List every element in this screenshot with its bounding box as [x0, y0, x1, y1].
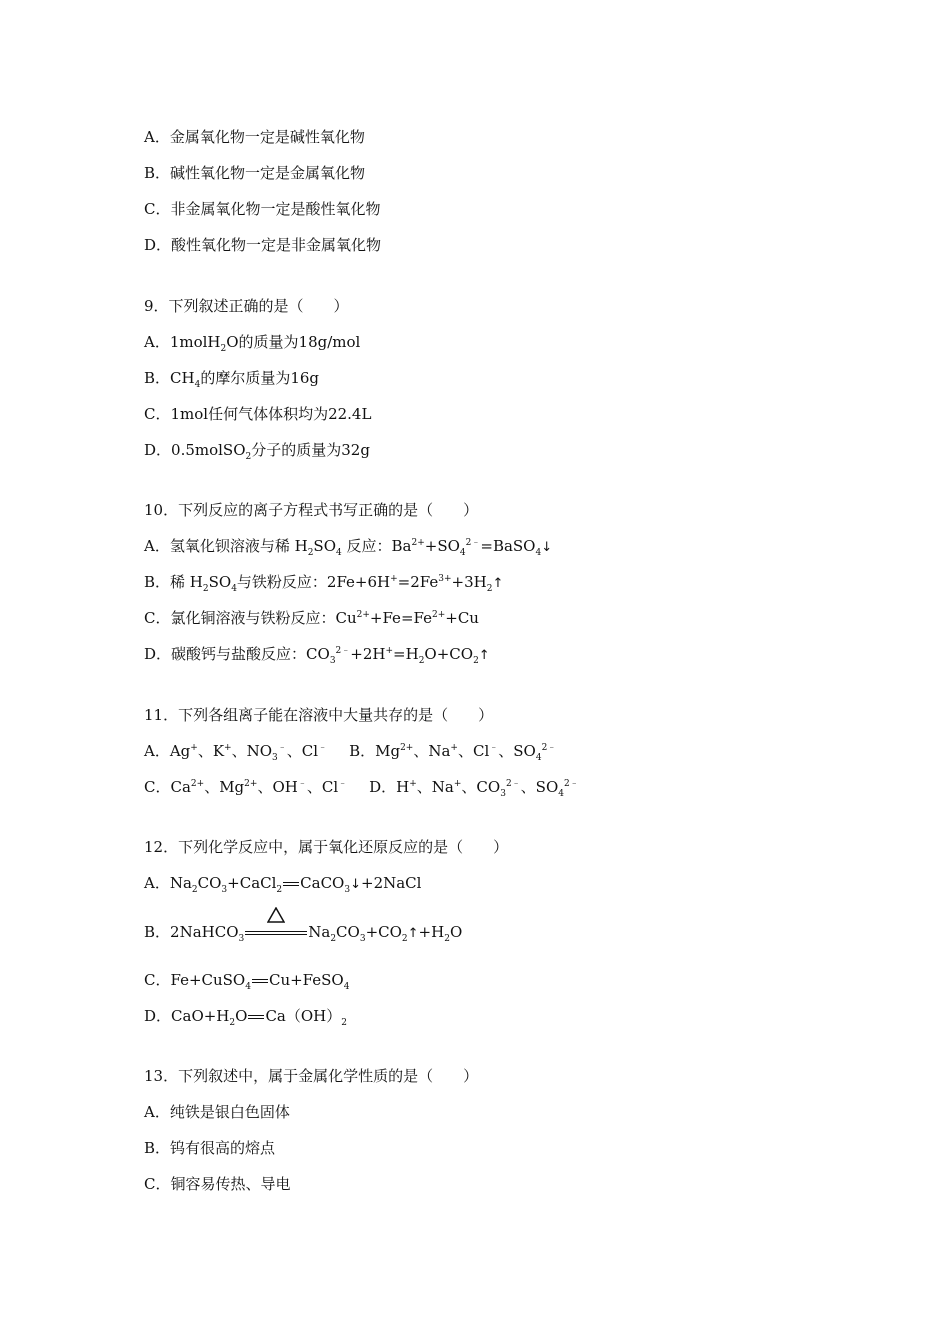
q11-option-a: A．Ag+、K+、$NO_3^﹣$、Cl﹣ [144, 742, 328, 763]
q8-option-b: B．碱性氧化物一定是金属氧化物 [144, 164, 366, 182]
q11-stem: 11．下列各组离子能在溶液中大量共存的是（ ） [144, 706, 494, 724]
down-arrow-icon: ↓ [350, 877, 361, 892]
q13-stem: 13．下列叙述中，属于金属化学性质的是（ ） [144, 1067, 479, 1085]
q11-option-c: C．$Ca^{2+}$、$Mg^{2+}$、OH﹣、Cl﹣ [144, 778, 348, 796]
q10-option-a: A．氢氧化钡溶液与稀 $H_2SO_4$ 反应：$Ba^{2+}+SO_4^{2﹣}=BaSO_4↓$ [144, 537, 553, 558]
q11-options-cd [144, 777, 579, 797]
q9-option-c: C．1mol任何气体体积均为22.4L [144, 405, 372, 423]
q8-option-c: C．非金属氧化物一定是酸性氧化物 [144, 200, 381, 218]
down-arrow-icon: ↓ [541, 540, 553, 555]
q9-option-d: D．0.5molSO$_2$分子的质量为32g [144, 441, 370, 462]
heating-condition-sign [245, 927, 307, 939]
up-arrow-icon: ↑ [407, 926, 419, 941]
q8-option-a: A．金属氧化物一定是碱性氧化物 [144, 128, 365, 146]
q13-option-b: B．钨有很高的熔点 [144, 1139, 276, 1157]
q12-option-b: B．2NaHCO$_3$ $Na_2CO_3+CO_2↑+H_2O$ [144, 922, 462, 944]
equals-sign [252, 978, 268, 984]
q13-option-a: A．纯铁是银白色固体 [144, 1103, 290, 1121]
q8-option-d: D．酸性氧化物一定是非金属氧化物 [144, 236, 382, 254]
q11-options-ab [144, 741, 556, 761]
equals-sign [283, 881, 299, 887]
q10-stem: 10．下列反应的离子方程式书写正确的是（ ） [144, 501, 479, 519]
q10-option-c: C．氯化铜溶液与铁粉反应：$Cu^{2+}+Fe=Fe^{2+}+Cu$ [144, 609, 479, 627]
q12-stem: 12．下列化学反应中，属于氧化还原反应的是（ ） [144, 838, 509, 856]
q12-option-a: A．$Na_2CO_3+CaCl_2$ CaCO$_3$↓+2NaCl [144, 874, 422, 895]
q11-option-b: B．$Mg^{2+}$、Na+、Cl﹣、$SO_4^{2﹣}$ [349, 742, 557, 763]
up-arrow-icon: ↑ [492, 576, 504, 591]
q10-option-d: D．碳酸钙与盐酸反应：$CO_3^{2﹣}+2H^+=H_2O+CO_2↑$ [144, 645, 490, 666]
q10-option-b: B．稀 $H_2SO_4$与铁粉反应：$2Fe+6H^+=2Fe^{3+}+3H_2↑$ [144, 573, 504, 594]
heat-delta-icon [267, 907, 285, 923]
q9-option-a: A．1molH$_2$O的质量为18g/mol [144, 333, 361, 354]
q11-option-d: D．H+、Na+、$CO_3^{2﹣}$、$SO_4^{2﹣}$ [369, 778, 579, 799]
q9-stem: 9．下列叙述正确的是（ ） [144, 297, 349, 315]
up-arrow-icon: ↑ [478, 648, 490, 663]
q13-option-c: C．铜容易传热、导电 [144, 1175, 291, 1193]
q9-option-b: B．$CH_4$的摩尔质量为16g [144, 369, 320, 390]
q12-option-c: C．Fe+CuSO$_4$ Cu+FeSO$_4$ [144, 971, 350, 992]
equals-sign [248, 1014, 264, 1020]
q12-option-d: D．$CaO+H_2O$ $Ca(OH)_2$ [144, 1007, 347, 1028]
